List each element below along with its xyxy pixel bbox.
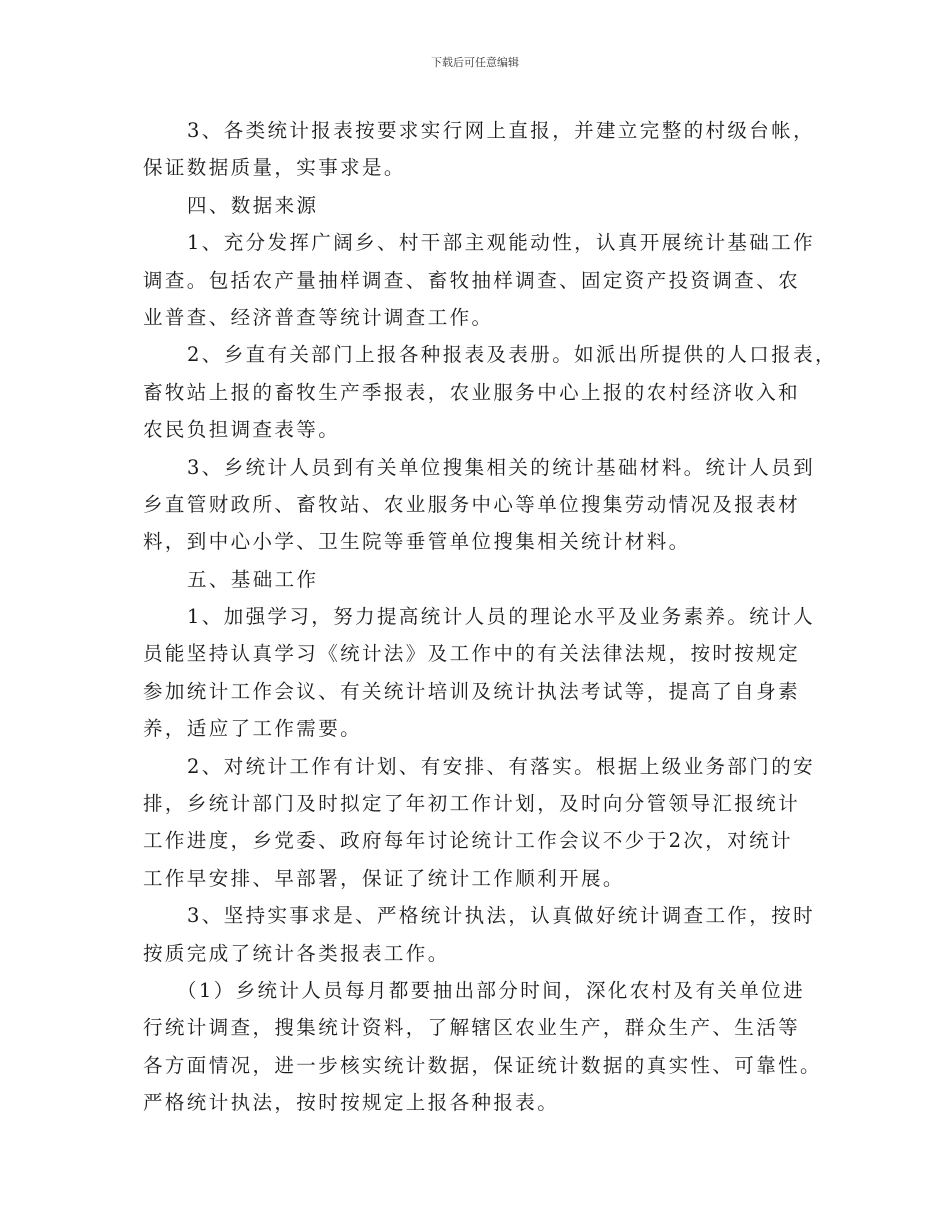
text-line: 乡直管财政所、畜牧站、农业服务中心等单位搜集劳动情况及报表材: [143, 492, 801, 516]
text-line: 2、乡直有关部门上报各种报表及表册。如派出所提供的人口报表，: [187, 343, 837, 367]
text-line: 1、充分发挥广阔乡、村干部主观能动性，认真开展统计基础工作: [187, 231, 816, 255]
text-line: 3、各类统计报表按要求实行网上直报，并建立完整的村级台帐，: [187, 119, 816, 142]
document-body: [143, 112, 837, 1122]
text-line: 行统计调查，搜集统计资料，了解辖区农业生产，群众生产、生活等: [143, 1016, 801, 1040]
text-line: 3、坚持实事求是、严格统计执法，认真做好统计调查工作，按时: [187, 904, 816, 928]
text-line: 工作早安排、早部署，保证了统计工作顺利开展。: [143, 866, 625, 890]
text-line: 1、加强学习，努力提高统计人员的理论水平及业务素养。统计人: [187, 605, 816, 629]
text-line: 五、基础工作: [187, 567, 319, 591]
text-line: 严格统计执法，按时按规定上报各种报表。: [143, 1091, 560, 1115]
text-line: 排，乡统计部门及时拟定了年初工作计划，及时向分管领导汇报统计: [143, 792, 801, 816]
text-line: 四、数据来源: [187, 193, 319, 217]
text-line: 工作进度，乡党委、政府每年讨论统计工作会议不少于2次，对统计: [143, 829, 793, 853]
text-line: 调查。包括农产量抽样调查、畜牧抽样调查、固定资产投资调查、农: [143, 268, 801, 292]
text-line: 保证数据质量，实事求是。: [143, 156, 406, 180]
text-line: 2、对统计工作有计划、有安排、有落实。根据上级业务部门的安: [187, 754, 816, 778]
text-line: 各方面情况，进一步核实统计数据，保证统计数据的真实性、可靠性。: [143, 1053, 822, 1077]
text-line: （1）乡统计人员每月都要抽出部分时间，深化农村及有关单位进: [177, 978, 806, 1002]
text-line: 业普查、经济普查等统计调查工作。: [143, 305, 494, 329]
text-line: 按质完成了统计各类报表工作。: [143, 941, 450, 965]
text-line: 3、乡统计人员到有关单位搜集相关的统计基础材料。统计人员到: [187, 455, 816, 479]
text-line: 参加统计工作会议、有关统计培训及统计执法考试等，提高了自身素: [143, 679, 801, 703]
page-header: 下载后可任意编辑: [431, 56, 519, 69]
text-line: 养，适应了工作需要。: [143, 717, 363, 741]
text-line: 员能坚持认真学习《统计法》及工作中的有关法律法规，按时按规定: [143, 642, 801, 666]
text-line: 畜牧站上报的畜牧生产季报表，农业服务中心上报的农村经济收入和: [143, 380, 801, 404]
text-line: 农民负担调查表等。: [143, 418, 341, 442]
text-line: 料，到中心小学、卫生院等垂管单位搜集相关统计材料。: [143, 530, 691, 554]
